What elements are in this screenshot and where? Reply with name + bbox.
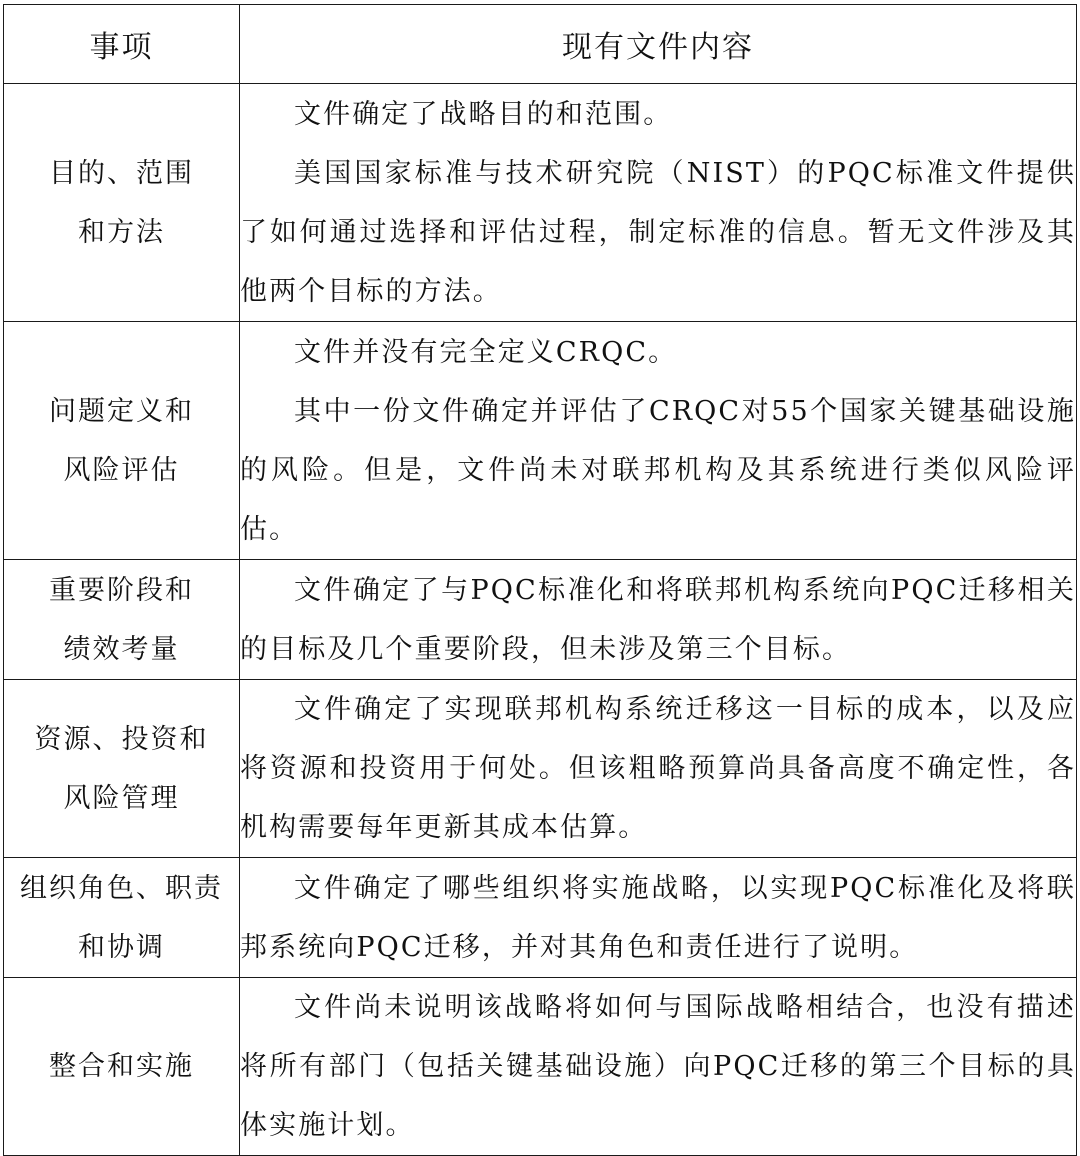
item-cell	[4, 978, 240, 1156]
item-label: 问题定义和	[49, 395, 194, 427]
item-label: 目的、范围	[49, 157, 194, 189]
item-label: 和方法	[78, 216, 165, 248]
header-item: 事项	[4, 5, 240, 84]
content-paragraph: 其中一份文件确定并评估了CRQC对55个国家关键基础设施的风险。但是，文件尚未对联邦机构及其系统进行类似风险评估。	[240, 395, 1076, 545]
content-cell	[240, 858, 1077, 978]
table-row	[4, 84, 1077, 322]
header-content: 现有文件内容	[240, 5, 1077, 84]
content-paragraph: 文件确定了哪些组织将实施战略，以实现PQC标准化及将联邦系统向PQC迁移，并对其角色和责任进行了说明。	[240, 872, 1076, 963]
item-label: 风险评估	[63, 454, 180, 486]
header-row	[4, 5, 1077, 84]
table-row	[4, 322, 1077, 560]
item-cell	[4, 560, 240, 680]
item-label: 绩效考量	[63, 633, 180, 665]
content-paragraph: 文件确定了战略目的和范围。	[294, 98, 673, 130]
table-row	[4, 858, 1077, 978]
item-label: 风险管理	[63, 782, 180, 814]
table-row	[4, 680, 1077, 858]
item-label: 组织角色、职责	[20, 872, 223, 904]
content-paragraph: 文件并没有完全定义CRQC。	[294, 336, 678, 368]
content-cell	[240, 84, 1077, 322]
item-cell	[4, 84, 240, 322]
content-cell	[240, 560, 1077, 680]
content-paragraph: 美国国家标准与技术研究院（NIST）的PQC标准文件提供了如何通过选择和评估过程，制定标准的信息。暂无文件涉及其他两个目标的方法。	[240, 157, 1076, 307]
item-label: 资源、投资和	[34, 723, 209, 755]
strategy-assessment-table	[3, 4, 1077, 1156]
table-header	[4, 5, 1077, 84]
table-row	[4, 560, 1077, 680]
table-row	[4, 978, 1077, 1156]
content-paragraph: 文件确定了实现联邦机构系统迁移这一目标的成本，以及应将资源和投资用于何处。但该粗略预算尚具备高度不确定性，各机构需要每年更新其成本估算。	[240, 694, 1076, 843]
content-cell	[240, 322, 1077, 560]
content-paragraph: 文件尚未说明该战略将如何与国际战略相结合，也没有描述将所有部门（包括关键基础设施）向PQC迁移的第三个目标的具体实施计划。	[240, 992, 1076, 1141]
content-cell	[240, 680, 1077, 858]
item-cell	[4, 680, 240, 858]
item-label: 和协调	[78, 931, 165, 963]
content-paragraph: 文件确定了与PQC标准化和将联邦机构系统向PQC迁移相关的目标及几个重要阶段，但未涉及第三个目标。	[240, 574, 1076, 665]
item-label: 重要阶段和	[49, 574, 194, 606]
item-cell	[4, 322, 240, 560]
item-label: 整合和实施	[49, 1051, 194, 1082]
content-cell	[240, 978, 1077, 1156]
item-cell	[4, 858, 240, 978]
